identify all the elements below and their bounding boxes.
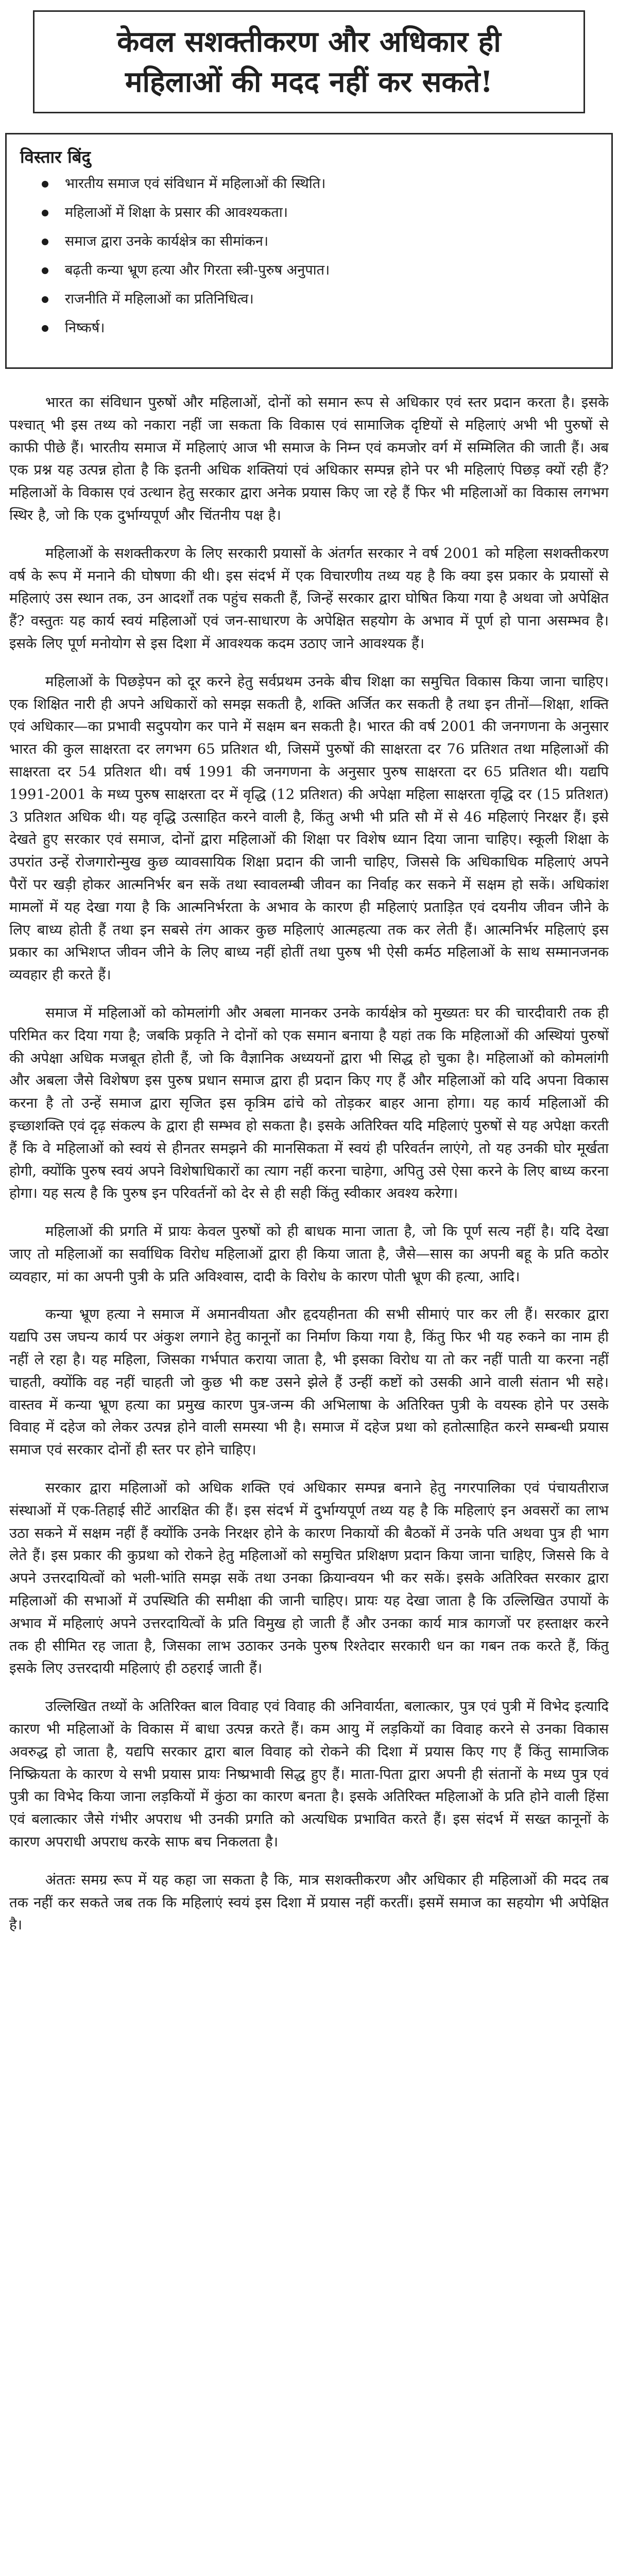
outline-item-text: निष्कर्ष।: [65, 320, 105, 336]
page-title-line-2: महिलाओं की मदद नहीं कर सकते!: [125, 65, 493, 99]
outline-item-text: समाज द्वारा उनके कार्यक्षेत्र का सीमांकन।: [65, 233, 269, 249]
list-item: [20, 202, 598, 223]
bullet-icon: [42, 325, 48, 332]
outline-heading: विस्तार बिंदु: [20, 147, 91, 167]
paragraph-9: अंततः समग्र रूप में यह कहा जा सकता है कि, मात्र सशक्तीकरण और अधिकार ही महिलाओं की मदद तब तक नहीं कर सकते जब तक कि महिलाएं स्वयं इस दिशा में प्रयास नहीं करतीं। इसमें समाज का सहयोग भी अपेक्षित है।: [9, 1871, 609, 1934]
outline-item-text: राजनीति में महिलाओं का प्रतिनिधित्व।: [65, 291, 254, 307]
paragraph-1: भारत का संविधान पुरुषों और महिलाओं, दोनों को समान रूप से अधिकार एवं स्तर प्रदान करता है। इसके पश्चात् भी इस तथ्य को नकारा नहीं जा सकता कि विकास एवं सामाजिक दृष्टियों से महिलाएं अभी भी पुरुषों से काफी पीछे हैं। भारतीय समाज में महिलाएं आज भी समाज के निम्न एवं कमजोर वर्ग में सम्मिलित की जाती हैं। अब एक प्रश्न यह उत्पन्न होता है कि इतनी अधिक शक्तियां एवं अधिकार सम्पन्न होने पर भी महिलाएं पिछड़ क्यों रही हैं? महिलाओं के विकास एवं उत्थान हेतु सरकार द्वारा अनेक प्रयास किए जा रहे हैं फिर भी महिलाओं का विकास लगभग स्थिर है, जो कि एक दुर्भाग्यपूर्ण और चिंतनीय पक्ष है।: [9, 394, 609, 523]
paragraph-4: समाज में महिलाओं को कोमलांगी और अबला मानकर उनके कार्यक्षेत्र को मुख्यतः घर की चारदीवारी तक ही परिमित कर दिया गया है; जबकि प्रकृति ने दोनों को एक समान बनाया है यहां तक कि महिलाओं की अस्थियां पुरुषों की अपेक्षा अधिक मजबूत होती हैं, जो कि वैज्ञानिक अध्ययनों द्वारा भी सिद्ध हो चुका है। महिलाओं को कोमलांगी और अबला जैसे विशेषण इस पुरुष प्रधान समाज द्वारा ही प्रदान किए गए हैं और महिलाओं को यदि अपना विकास करना है तो उन्हें समाज द्वारा सृजित इस कृत्रिम ढांचे को तोड़कर बाहर आना होगा। यह कार्य महिलाओं की इच्छाशक्ति एवं दृढ़ संकल्प के द्वारा ही सम्भव हो सकता है। इसके अतिरिक्त यदि महिलाएं पुरुषों से यह अपेक्षा करती हैं कि वे महिलाओं को स्वयं से हीनतर समझने की मानसिकता में स्वयं ही परिवर्तन लाएंगे, तो यह उनकी घोर मूर्खता होगी, क्योंकि पुरुष स्वयं अपने विशेषाधिकारों का त्याग नहीं करना चाहेगा, अपितु उसे ऐसा करने के लिए बाध्य करना होगा। यह सत्य है कि पुरुष इन परिवर्तनों को देर से ही सही किंतु स्वीकार अवश्य करेगा।: [9, 1004, 609, 1202]
paragraph-7: सरकार द्वारा महिलाओं को अधिक शक्ति एवं अधिकार सम्पन्न बनाने हेतु नगरपालिका एवं पंचायतीराज संस्थाओं में एक-तिहाई सीटें आरक्षित की हैं। इस संदर्भ में दुर्भाग्यपूर्ण तथ्य यह है कि महिलाएं इन अवसरों का लाभ उठा सकने में सक्षम नहीं हैं क्योंकि उनके निरक्षर होने के कारण निकायों की बैठकों में उनके पति अथवा पुत्र ही भाग लेते हैं। इस प्रकार की कुप्रथा को रोकने हेतु महिलाओं को समुचित प्रशिक्षण प्रदान किया जाना चाहिए, जिससे कि वे अपने उत्तरदायित्वों को भली-भांति समझ सकें तथा उनका क्रियान्वयन भी कर सकें। इसके अतिरिक्त सरकार द्वारा महिलाओं की सभाओं में उपस्थिति की समीक्षा की जानी चाहिए। प्रायः यह देखा जाता है कि उल्लिखित उपायों के अभाव में महिलाएं अपने उत्तरदायित्वों के प्रति विमुख हो जाती हैं और उनका कार्य मात्र कागजों पर हस्ताक्षर करने तक ही सीमित रह जाता है, जिसका लाभ उठाकर उनके पुरुष रिश्तेदार सरकारी धन का गबन तक करते हैं, किंतु इसके लिए उत्तरदायी महिलाएं ही ठहराई जाती हैं।: [9, 1480, 609, 1677]
list-item: [20, 231, 598, 252]
paragraph-2: महिलाओं के सशक्तीकरण के लिए सरकारी प्रयासों के अंतर्गत सरकार ने वर्ष 2001 को महिला सशक्तीकरण वर्ष के रूप में मनाने की घोषणा की थी। इस संदर्भ में एक विचारणीय तथ्य यह है कि क्या इस प्रकार के प्रयासों से महिलाएं उस स्थान तक, उन आदर्शों तक पहुंच सकती हैं, जिन्हें सरकार द्वारा घोषित किया गया है अथवा जो अपेक्षित हैं? वस्तुतः यह कार्य स्वयं महिलाओं एवं जन-साधारण के अपेक्षित सहयोग के अभाव में पूर्ण हो पाना असम्भव है। इसके लिए पूर्ण मनोयोग से इस दिशा में आवश्यक कदम उठाए जाने आवश्यक हैं।: [9, 545, 609, 652]
title-box: [33, 10, 585, 113]
list-item: [20, 289, 598, 310]
bullet-icon: [42, 239, 48, 245]
paragraph-6: कन्या भ्रूण हत्या ने समाज में अमानवीयता और हृदयहीनता की सभी सीमाएं पार कर ली हैं। सरकार द्वारा यद्यपि उस जघन्य कार्य पर अंकुश लगाने हेतु कानूनों का निर्माण किया गया है, किंतु फिर भी यह रुकने का नाम ही नहीं ले रहा है। यह महिला, जिसका गर्भपात कराया जाता है, भी इसका विरोध या तो कर नहीं पाती या करना नहीं चाहती, क्योंकि वह नहीं चाहती जो कुछ भी कष्ट उसने झेले हैं उन्हीं कष्टों को उसकी आने वाली संतान भी सहे। वास्तव में कन्या भ्रूण हत्या का प्रमुख कारण पुत्र-जन्म की अभिलाषा के अतिरिक्त पुत्री के वयस्क होने पर उसके विवाह में दहेज को लेकर उत्पन्न होने वाली समस्या भी है। समाज में दहेज प्रथा को हतोत्साहित करने सम्बन्धी प्रयास समाज एवं सरकार दोनों ही स्तर पर होने चाहिए।: [9, 1306, 609, 1459]
paragraph-8: उल्लिखित तथ्यों के अतिरिक्त बाल विवाह एवं विवाह की अनिवार्यता, बलात्कार, पुत्र एवं पुत्री में विभेद इत्यादि कारण भी महिलाओं के विकास में बाधा उत्पन्न करते हैं। कम आयु में लड़कियों का विवाह करने से उनका विकास अवरुद्ध हो जाता है, यद्यपि सरकार द्वारा बाल विवाह को रोकने की दिशा में प्रयास किए गए हैं किंतु सामाजिक निष्क्रियता के कारण ये सभी प्रयास प्रायः निष्प्रभावी सिद्ध हुए हैं। माता-पिता द्वारा अपनी ही संतानों के मध्य पुत्र एवं पुत्री का विभेद किया जाना लड़कियों में कुंठा का कारण बनता है। इसके अतिरिक्त महिलाओं के प्रति होने वाली हिंसा एवं बलात्कार जैसे गंभीर अपराध भी उनकी प्रगति को अत्यधिक प्रभावित करते हैं। इस संदर्भ में सख्त कानूनों के कारण अपराधी अपराध करके साफ बच निकलता है।: [9, 1698, 609, 1851]
outline-list: [20, 174, 598, 338]
paragraph-5: महिलाओं की प्रगति में प्रायः केवल पुरुषों को ही बाधक माना जाता है, जो कि पूर्ण सत्य नहीं है। यदि देखा जाए तो महिलाओं का सर्वाधिक विरोध महिलाओं द्वारा ही किया जाता है, जैसे—सास का अपनी बहू के प्रति कठोर व्यवहार, मां का अपनी पुत्री के प्रति अविश्वास, दादी के विरोध के कारण पोती भ्रूण की हत्या, आदि।: [9, 1223, 609, 1285]
list-item: [20, 260, 598, 281]
outline-item-text: महिलाओं में शिक्षा के प्रसार की आवश्यकता।: [65, 205, 288, 221]
bullet-icon: [42, 210, 48, 216]
outline-item-text: भारतीय समाज एवं संविधान में महिलाओं की स्थिति।: [65, 176, 326, 192]
bullet-icon: [42, 296, 48, 303]
outline-box: [5, 133, 613, 369]
bullet-icon: [42, 267, 48, 274]
essay-body: [9, 392, 609, 2576]
list-item: [20, 318, 598, 338]
bullet-icon: [42, 181, 48, 188]
outline-item-text: बढ़ती कन्या भ्रूण हत्या और गिरता स्त्री-पुरुष अनुपात।: [65, 262, 330, 278]
page-title-line-1: केवल सशक्तीकरण और अधिकार ही: [117, 25, 501, 59]
paragraph-3: महिलाओं के पिछड़ेपन को दूर करने हेतु सर्वप्रथम उनके बीच शिक्षा का समुचित विकास किया जाना चाहिए। एक शिक्षित नारी ही अपने अधिकारों को समझ सकती है, शक्ति अर्जित कर सकती है तथा इन तीनों—शिक्षा, शक्ति एवं अधिकार—का प्रभावी सदुपयोग कर पाने में सक्षम बन सकती है। भारत की वर्ष 2001 की जनगणना के अनुसार भारत की कुल साक्षरता दर लगभग 65 प्रतिशत थी, जिसमें पुरुषों की साक्षरता दर 76 प्रतिशत तथा महिलाओं की साक्षरता दर 54 प्रतिशत थी। वर्ष 1991 की जनगणना के अनुसार पुरुष साक्षरता दर 65 प्रतिशत थी। यद्यपि 1991-2001 के मध्य पुरुष साक्षरता दर में वृद्धि (12 प्रतिशत) की अपेक्षा महिला साक्षरता वृद्धि दर (15 प्रतिशत) 3 प्रतिशत अधिक थी। यह वृद्धि उत्साहित करने वाली है, किंतु अभी भी प्रति सौ में से 46 महिलाएं निरक्षर हैं। इसे देखते हुए सरकार एवं समाज, दोनों द्वारा महिलाओं की शिक्षा पर विशेष ध्यान दिया जाना चाहिए। स्कूली शिक्षा के उपरांत उन्हें रोजगारोन्मुख कुछ व्यावसायिक शिक्षा प्रदान की जानी चाहिए, जिससे कि अधिकाधिक महिलाएं अपने पैरों पर खड़ी होकर आत्मनिर्भर बन सकें तथा स्वावलम्बी जीवन का निर्वाह कर सकने में सक्षम हो सकें। अधिकांश मामलों में यह देखा गया है कि आत्मनिर्भरता के अभाव के कारण ही महिलाएं प्रताड़ित एवं दयनीय जीवन जीने के लिए बाध्य होती हैं तथा इन सबसे तंग आकर कुछ महिलाएं आत्महत्या तक कर लेती हैं। आत्मनिर्भर महिलाएं इस प्रकार का अभिशप्त जीवन जीने के लिए बाध्य नहीं होतीं तथा पुरुष भी ऐसी कर्मठ महिलाओं के साथ सम्मानजनक व्यवहार ही करते हैं।: [9, 673, 609, 984]
list-item: [20, 174, 598, 194]
